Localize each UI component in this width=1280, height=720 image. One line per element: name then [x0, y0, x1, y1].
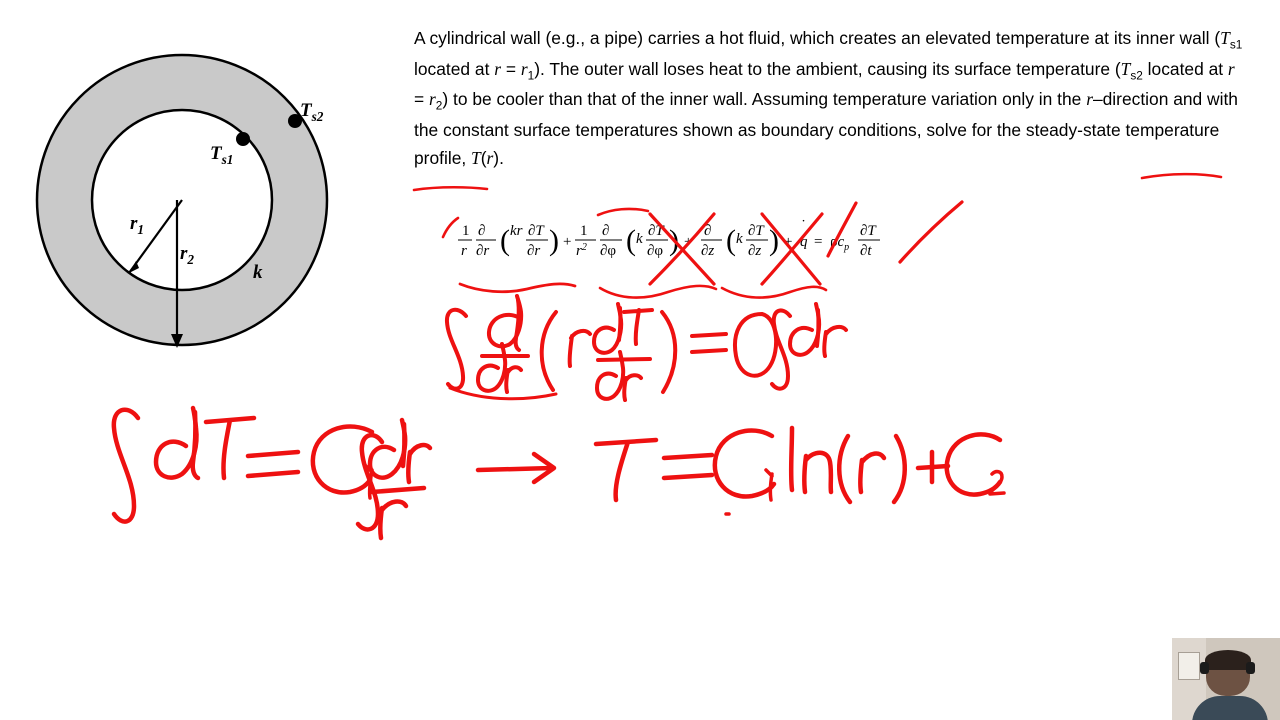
svg-text:+: + — [684, 234, 693, 250]
ink-result-C2 — [947, 434, 1000, 494]
problem-symbol: T — [1120, 58, 1131, 79]
problem-text-run: ). The outer wall loses heat to the ambient, causing its surface temperature ( — [534, 58, 1121, 79]
svg-text:∂z: ∂z — [701, 243, 715, 259]
svg-text:=: = — [814, 234, 823, 250]
svg-text:∂: ∂ — [602, 223, 610, 239]
ink-integral-2 — [772, 310, 790, 388]
svg-text:k: k — [636, 231, 643, 247]
problem-symbol: r — [1227, 58, 1235, 79]
problem-symbol: r — [520, 58, 528, 79]
svg-text:r: r — [461, 243, 467, 259]
ink-line2-denom-r — [380, 501, 406, 538]
ink-fraction-bar-2 — [598, 359, 650, 360]
ink-C1-sub — [366, 466, 372, 498]
problem-text-run: = — [501, 58, 521, 79]
ink-T-1 — [624, 310, 652, 344]
svg-text:1: 1 — [580, 223, 588, 239]
ink-result-C2-sub — [990, 472, 1004, 494]
ink-equals-3 — [664, 455, 712, 478]
underline-tr — [1142, 174, 1221, 178]
presenter-webcam-inset[interactable] — [1172, 638, 1280, 720]
webcam-headset-left — [1200, 662, 1209, 674]
svg-text:∂T: ∂T — [860, 223, 876, 239]
cylindrical-wall-diagram — [0, 0, 400, 400]
label-ts1: $T_{s1}$ — [210, 143, 234, 167]
ink-C1 — [313, 426, 372, 492]
ink-d-stem — [516, 300, 519, 350]
webcam-headset-right — [1246, 662, 1255, 674]
problem-text-run: located at — [414, 58, 495, 79]
problem-subscript: 1 — [527, 68, 535, 83]
ink-result-C1 — [715, 430, 774, 496]
svg-text:∂r: ∂r — [527, 243, 541, 259]
svg-text:+: + — [563, 234, 572, 250]
ink-line2-dr-stem — [403, 424, 404, 466]
problem-subscript: 2 — [435, 98, 443, 113]
svg-text:ρcp: $\rho c_p$ — [830, 234, 850, 253]
problem-text-run: ( — [480, 148, 487, 169]
svg-text:+: + — [784, 234, 793, 250]
ink-dT-d — [594, 304, 621, 353]
ink-line2-d — [156, 408, 196, 478]
ink-line2-T — [206, 418, 254, 478]
svg-text:(: ( — [726, 224, 736, 257]
ink-dr-d — [478, 344, 505, 391]
ink-n — [804, 453, 831, 492]
svg-text:q: q — [800, 234, 808, 250]
ink-dr-r — [506, 367, 521, 392]
svg-text:∂t: ∂t — [860, 243, 872, 259]
problem-symbol: r — [486, 148, 494, 169]
problem-text-run: A cylindrical wall (e.g., a pipe) carries a hot fluid, which creates an elevated temperature at its inner wall ( — [414, 28, 1221, 48]
problem-subscript: s2 — [1130, 68, 1143, 83]
ink-result-r — [860, 453, 884, 492]
svg-text:): ) — [769, 224, 779, 257]
problem-symbol: r — [1086, 89, 1093, 110]
underline-z-term — [722, 287, 826, 298]
ink-integral-1 — [447, 310, 466, 389]
svg-text:r2: $r^2$ — [576, 242, 587, 259]
ink-paren-close-2 — [894, 436, 905, 502]
ink-zero — [735, 314, 776, 376]
webcam-hair — [1205, 650, 1251, 670]
problem-text-run: –direction and with the constant surface temperatures shown as boundary conditions, solve for the steady-state temperature profile, — [414, 89, 1238, 169]
ink-paren-open-2 — [839, 436, 850, 502]
ink-dr2-r — [624, 375, 641, 400]
ink-paren-open-1 — [542, 312, 556, 390]
svg-text:1: 1 — [462, 223, 470, 239]
problem-symbol: T — [1220, 28, 1230, 48]
problem-text-run: ). — [493, 148, 504, 169]
svg-text:∂: ∂ — [704, 223, 712, 239]
underline-steady — [414, 187, 487, 190]
problem-text-run: located at — [1142, 58, 1228, 79]
underline-phi-term — [600, 286, 716, 298]
svg-text:∂T: ∂T — [748, 223, 764, 239]
svg-text:∂T: ∂T — [528, 223, 544, 239]
ink-l — [791, 428, 792, 490]
problem-statement — [414, 24, 1246, 172]
equation-svg — [448, 210, 968, 280]
svg-text:): ) — [669, 224, 679, 257]
svg-text:(: ( — [500, 224, 510, 257]
ink-dr3-r — [824, 327, 846, 356]
underline-r-term — [460, 284, 575, 292]
problem-symbol: r — [494, 58, 502, 79]
ink-integral-4 — [358, 435, 382, 529]
problem-subscript: s1 — [1229, 37, 1243, 52]
ink-d-numerator — [489, 296, 521, 346]
label-r2: $r_2$ — [180, 243, 195, 267]
svg-text:˙: ˙ — [801, 218, 806, 234]
ink-dT-stem — [619, 308, 620, 340]
ink-paren-close-1 — [662, 312, 675, 392]
ink-dr3-stem — [817, 310, 818, 346]
problem-symbol: T — [471, 148, 481, 169]
governing-equation — [448, 210, 968, 280]
ink-fraction-bar-3 — [372, 488, 424, 492]
svg-text:∂T: ∂T — [648, 223, 664, 239]
diagram-svg — [0, 0, 400, 400]
ink-result-C1-sub — [766, 470, 772, 500]
svg-text:∂φ: ∂φ — [647, 243, 664, 259]
ink-dr2-d — [597, 352, 623, 399]
ts1-point — [236, 132, 250, 146]
ink-dr3-d — [790, 304, 819, 355]
svg-text:∂r: ∂r — [476, 243, 490, 259]
svg-text:(: ( — [626, 224, 636, 257]
ink-plus — [918, 452, 948, 482]
ink-r-1 — [570, 331, 590, 366]
svg-text:∂φ: ∂φ — [600, 243, 617, 259]
ink-result-T — [596, 440, 656, 500]
ink-equals-2 — [248, 452, 298, 476]
problem-symbol: r — [429, 89, 436, 110]
webcam-picture-frame — [1178, 652, 1200, 680]
problem-text-run: ) to be cooler than that of the inner wall. Assuming temperature variation only in the — [442, 89, 1087, 110]
svg-text:∂z: ∂z — [748, 243, 762, 259]
svg-text:k: k — [736, 231, 743, 247]
svg-text:): ) — [549, 224, 559, 257]
ink-arrow-head — [534, 454, 554, 482]
ink-line2-d-stem — [193, 412, 198, 478]
problem-text-run: = — [414, 89, 429, 110]
label-r1: $r_1$ — [130, 213, 145, 237]
ink-line2-dr-r — [408, 445, 430, 482]
svg-text:kr: kr — [510, 223, 523, 239]
svg-text:∂: ∂ — [478, 223, 486, 239]
label-k: k — [253, 262, 263, 283]
ink-underline-line1 — [450, 388, 556, 399]
ink-integral-3 — [114, 410, 138, 522]
ink-line2-dr-d — [370, 420, 405, 478]
ink-arrow-shaft — [478, 468, 552, 470]
ink-equals-1 — [692, 334, 726, 352]
label-ts2: $T_{s2}$ — [300, 100, 324, 124]
